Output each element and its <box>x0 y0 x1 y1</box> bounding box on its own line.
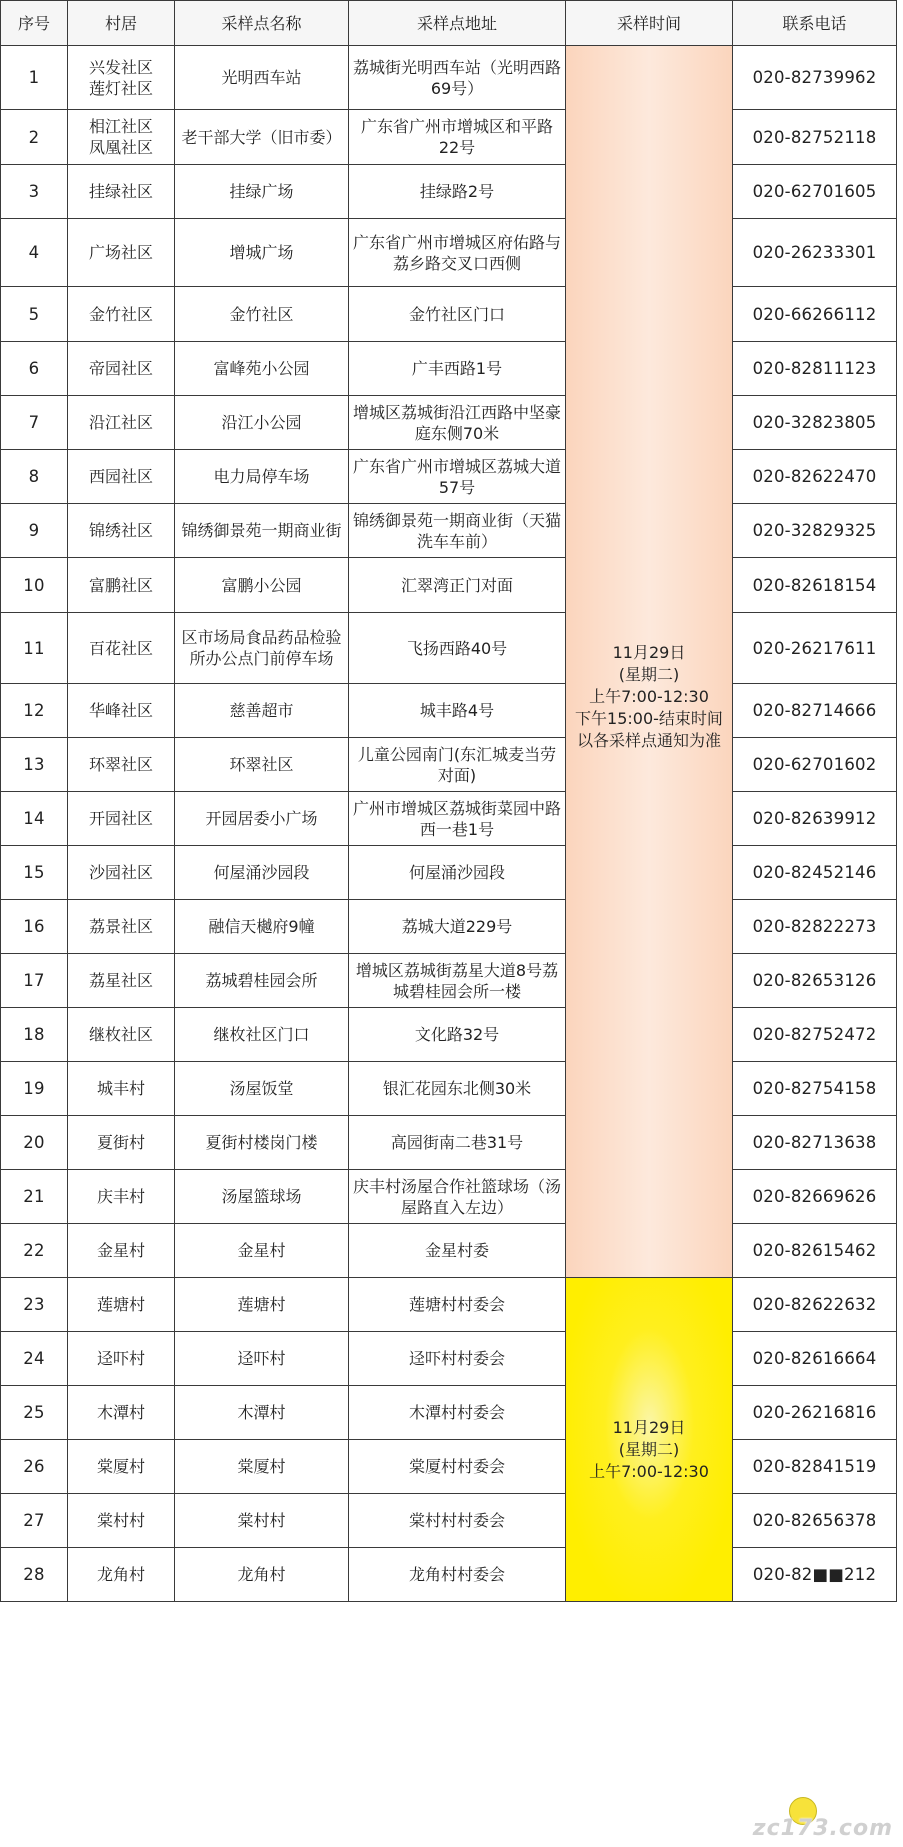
row-index: 4 <box>1 219 68 287</box>
header-site-address: 采样点地址 <box>349 1 566 46</box>
row-village: 相江社区 凤凰社区 <box>68 110 175 165</box>
row-phone: 020-82669626 <box>733 1170 897 1224</box>
table-row <box>1 1386 897 1440</box>
row-site-address: 金竹社区门口 <box>349 287 566 342</box>
table-row <box>1 738 897 792</box>
row-site-address: 庆丰村汤屋合作社篮球场（汤屋路直入左边） <box>349 1170 566 1224</box>
table-row <box>1 846 897 900</box>
row-site-name: 迳吓村 <box>175 1332 349 1386</box>
row-phone: 020-82714666 <box>733 684 897 738</box>
row-phone: 020-82713638 <box>733 1116 897 1170</box>
row-index: 2 <box>1 110 68 165</box>
table-row <box>1 613 897 684</box>
row-site-address: 增城区荔城街荔星大道8号荔城碧桂园会所一楼 <box>349 954 566 1008</box>
row-site-name: 何屋涌沙园段 <box>175 846 349 900</box>
row-village: 金星村 <box>68 1224 175 1278</box>
table-row <box>1 1062 897 1116</box>
row-index: 16 <box>1 900 68 954</box>
row-village: 龙角村 <box>68 1548 175 1602</box>
row-phone: 020-32829325 <box>733 504 897 558</box>
row-index: 21 <box>1 1170 68 1224</box>
row-index: 7 <box>1 396 68 450</box>
table-row <box>1 1224 897 1278</box>
table-row <box>1 46 897 110</box>
row-village: 木潭村 <box>68 1386 175 1440</box>
row-site-name: 沿江小公园 <box>175 396 349 450</box>
row-village: 帝园社区 <box>68 342 175 396</box>
row-village: 兴发社区 莲灯社区 <box>68 46 175 110</box>
sampling-time-line: 11月29日 <box>612 642 686 662</box>
row-phone: 020-82752118 <box>733 110 897 165</box>
row-village: 棠村村 <box>68 1494 175 1548</box>
row-phone: 020-82656378 <box>733 1494 897 1548</box>
row-phone: 020-82739962 <box>733 46 897 110</box>
row-village: 迳吓村 <box>68 1332 175 1386</box>
row-site-address: 儿童公园南门(东汇城麦当劳对面) <box>349 738 566 792</box>
row-phone: 020-62701602 <box>733 738 897 792</box>
row-index: 14 <box>1 792 68 846</box>
row-site-name: 木潭村 <box>175 1386 349 1440</box>
watermark: zc173.com <box>752 1816 893 1841</box>
sampling-time-cell <box>566 46 733 1278</box>
table-row <box>1 1548 897 1602</box>
row-phone: 020-82754158 <box>733 1062 897 1116</box>
row-site-name: 继枚社区门口 <box>175 1008 349 1062</box>
sampling-time-line: 以各采样点通知为准 <box>576 730 721 750</box>
table-row <box>1 342 897 396</box>
row-index: 25 <box>1 1386 68 1440</box>
row-index: 28 <box>1 1548 68 1602</box>
row-site-address: 广东省广州市增城区和平路22号 <box>349 110 566 165</box>
sampling-time-line: 上午7:00-12:30 <box>589 686 709 706</box>
row-site-address: 荔城街光明西车站（光明西路69号） <box>349 46 566 110</box>
row-site-address: 金星村委 <box>349 1224 566 1278</box>
row-village: 荔星社区 <box>68 954 175 1008</box>
row-site-name: 莲塘村 <box>175 1278 349 1332</box>
row-village: 夏街村 <box>68 1116 175 1170</box>
row-site-name: 富峰苑小公园 <box>175 342 349 396</box>
row-site-name: 棠厦村 <box>175 1440 349 1494</box>
row-village: 华峰社区 <box>68 684 175 738</box>
row-village: 城丰村 <box>68 1062 175 1116</box>
row-phone: 020-66266112 <box>733 287 897 342</box>
row-index: 5 <box>1 287 68 342</box>
row-village: 金竹社区 <box>68 287 175 342</box>
row-site-address: 增城区荔城街沿江西路中坚豪庭东侧70米 <box>349 396 566 450</box>
row-phone: 020-82653126 <box>733 954 897 1008</box>
row-village: 沙园社区 <box>68 846 175 900</box>
row-site-address: 木潭村村委会 <box>349 1386 566 1440</box>
header-sampling-time: 采样时间 <box>566 1 733 46</box>
row-index: 11 <box>1 613 68 684</box>
row-site-address: 棠厦村村委会 <box>349 1440 566 1494</box>
row-site-address: 广州市增城区荔城街菜园中路西一巷1号 <box>349 792 566 846</box>
row-site-address: 汇翠湾正门对面 <box>349 558 566 613</box>
row-site-address: 城丰路4号 <box>349 684 566 738</box>
header-site-name: 采样点名称 <box>175 1 349 46</box>
table-row <box>1 165 897 219</box>
table-row <box>1 504 897 558</box>
row-village: 莲塘村 <box>68 1278 175 1332</box>
row-site-name: 荔城碧桂园会所 <box>175 954 349 1008</box>
row-site-address: 棠村村村委会 <box>349 1494 566 1548</box>
row-site-name: 环翠社区 <box>175 738 349 792</box>
row-site-name: 融信天樾府9幢 <box>175 900 349 954</box>
table-row <box>1 287 897 342</box>
row-index: 22 <box>1 1224 68 1278</box>
row-site-name: 开园居委小广场 <box>175 792 349 846</box>
table-row <box>1 684 897 738</box>
row-site-name: 棠村村 <box>175 1494 349 1548</box>
row-index: 15 <box>1 846 68 900</box>
row-index: 13 <box>1 738 68 792</box>
table-row <box>1 1440 897 1494</box>
row-index: 18 <box>1 1008 68 1062</box>
row-village: 广场社区 <box>68 219 175 287</box>
row-phone: 020-82622470 <box>733 450 897 504</box>
row-site-address: 广东省广州市增城区府佑路与荔乡路交叉口西侧 <box>349 219 566 287</box>
row-site-name: 金竹社区 <box>175 287 349 342</box>
row-site-name: 锦绣御景苑一期商业街 <box>175 504 349 558</box>
row-village: 荔景社区 <box>68 900 175 954</box>
row-village: 富鹏社区 <box>68 558 175 613</box>
row-phone: 020-82752472 <box>733 1008 897 1062</box>
sampling-time-line: 上午7:00-12:30 <box>589 1461 709 1481</box>
row-index: 12 <box>1 684 68 738</box>
row-phone: 020-82622632 <box>733 1278 897 1332</box>
sampling-time-cell <box>566 1278 733 1602</box>
row-village: 百花社区 <box>68 613 175 684</box>
row-index: 20 <box>1 1116 68 1170</box>
row-site-name: 光明西车站 <box>175 46 349 110</box>
row-site-name: 汤屋篮球场 <box>175 1170 349 1224</box>
table-row <box>1 219 897 287</box>
row-index: 19 <box>1 1062 68 1116</box>
row-phone: 020-32823805 <box>733 396 897 450</box>
table-row <box>1 396 897 450</box>
table-row <box>1 1494 897 1548</box>
header-phone: 联系电话 <box>733 1 897 46</box>
row-village: 挂绿社区 <box>68 165 175 219</box>
row-phone: 020-82452146 <box>733 846 897 900</box>
row-site-address: 文化路32号 <box>349 1008 566 1062</box>
row-site-address: 龙角村村委会 <box>349 1548 566 1602</box>
row-index: 9 <box>1 504 68 558</box>
row-site-name: 增城广场 <box>175 219 349 287</box>
table-header-row <box>1 1 897 46</box>
row-village: 开园社区 <box>68 792 175 846</box>
row-index: 27 <box>1 1494 68 1548</box>
sampling-time-line: (星期二) <box>618 1439 680 1459</box>
sampling-time-line: 11月29日 <box>612 1417 686 1437</box>
row-village: 棠厦村 <box>68 1440 175 1494</box>
header-index: 序号 <box>1 1 68 46</box>
row-village: 环翠社区 <box>68 738 175 792</box>
table-row <box>1 1170 897 1224</box>
row-site-name: 金星村 <box>175 1224 349 1278</box>
row-site-name: 夏街村楼岗门楼 <box>175 1116 349 1170</box>
row-phone: 020-82841519 <box>733 1440 897 1494</box>
row-index: 8 <box>1 450 68 504</box>
row-site-address: 迳吓村村委会 <box>349 1332 566 1386</box>
table-row <box>1 1278 897 1332</box>
row-phone: 020-82811123 <box>733 342 897 396</box>
row-village: 西园社区 <box>68 450 175 504</box>
row-phone: 020-82615462 <box>733 1224 897 1278</box>
table-row <box>1 1116 897 1170</box>
row-site-address: 银汇花园东北侧30米 <box>349 1062 566 1116</box>
row-site-address: 广丰西路1号 <box>349 342 566 396</box>
row-phone: 020-26217611 <box>733 613 897 684</box>
row-site-name: 区市场局食品药品检验所办公点门前停车场 <box>175 613 349 684</box>
row-phone: 020-82822273 <box>733 900 897 954</box>
row-index: 10 <box>1 558 68 613</box>
row-index: 1 <box>1 46 68 110</box>
table-row <box>1 558 897 613</box>
row-phone: 020-82■■212 <box>733 1548 897 1602</box>
row-village: 庆丰村 <box>68 1170 175 1224</box>
row-site-name: 老干部大学（旧市委） <box>175 110 349 165</box>
row-phone: 020-26216816 <box>733 1386 897 1440</box>
row-phone: 020-62701605 <box>733 165 897 219</box>
row-village: 锦绣社区 <box>68 504 175 558</box>
table-row <box>1 954 897 1008</box>
row-index: 26 <box>1 1440 68 1494</box>
row-site-address: 飞扬西路40号 <box>349 613 566 684</box>
row-site-name: 龙角村 <box>175 1548 349 1602</box>
table-row <box>1 450 897 504</box>
row-site-name: 挂绿广场 <box>175 165 349 219</box>
row-index: 6 <box>1 342 68 396</box>
row-phone: 020-82616664 <box>733 1332 897 1386</box>
row-site-address: 挂绿路2号 <box>349 165 566 219</box>
row-index: 17 <box>1 954 68 1008</box>
row-phone: 020-82618154 <box>733 558 897 613</box>
row-site-address: 荔城大道229号 <box>349 900 566 954</box>
table-row <box>1 900 897 954</box>
table-row <box>1 1332 897 1386</box>
row-village: 继枚社区 <box>68 1008 175 1062</box>
row-index: 3 <box>1 165 68 219</box>
row-index: 23 <box>1 1278 68 1332</box>
row-site-address: 广东省广州市增城区荔城大道57号 <box>349 450 566 504</box>
row-phone: 020-26233301 <box>733 219 897 287</box>
sampling-time-line: (星期二) <box>618 664 680 684</box>
table-row <box>1 110 897 165</box>
table-body <box>1 46 897 1602</box>
row-site-name: 电力局停车场 <box>175 450 349 504</box>
row-site-name: 富鹏小公园 <box>175 558 349 613</box>
sampling-time-line: 下午15:00-结束时间 <box>575 708 723 728</box>
row-index: 24 <box>1 1332 68 1386</box>
header-village: 村居 <box>68 1 175 46</box>
table-row <box>1 1008 897 1062</box>
row-village: 沿江社区 <box>68 396 175 450</box>
table-row <box>1 792 897 846</box>
row-site-address: 锦绣御景苑一期商业街（天猫洗车车前） <box>349 504 566 558</box>
row-site-address: 莲塘村村委会 <box>349 1278 566 1332</box>
row-site-name: 慈善超市 <box>175 684 349 738</box>
row-site-name: 汤屋饭堂 <box>175 1062 349 1116</box>
row-site-address: 高园街南二巷31号 <box>349 1116 566 1170</box>
row-phone: 020-82639912 <box>733 792 897 846</box>
row-site-address: 何屋涌沙园段 <box>349 846 566 900</box>
